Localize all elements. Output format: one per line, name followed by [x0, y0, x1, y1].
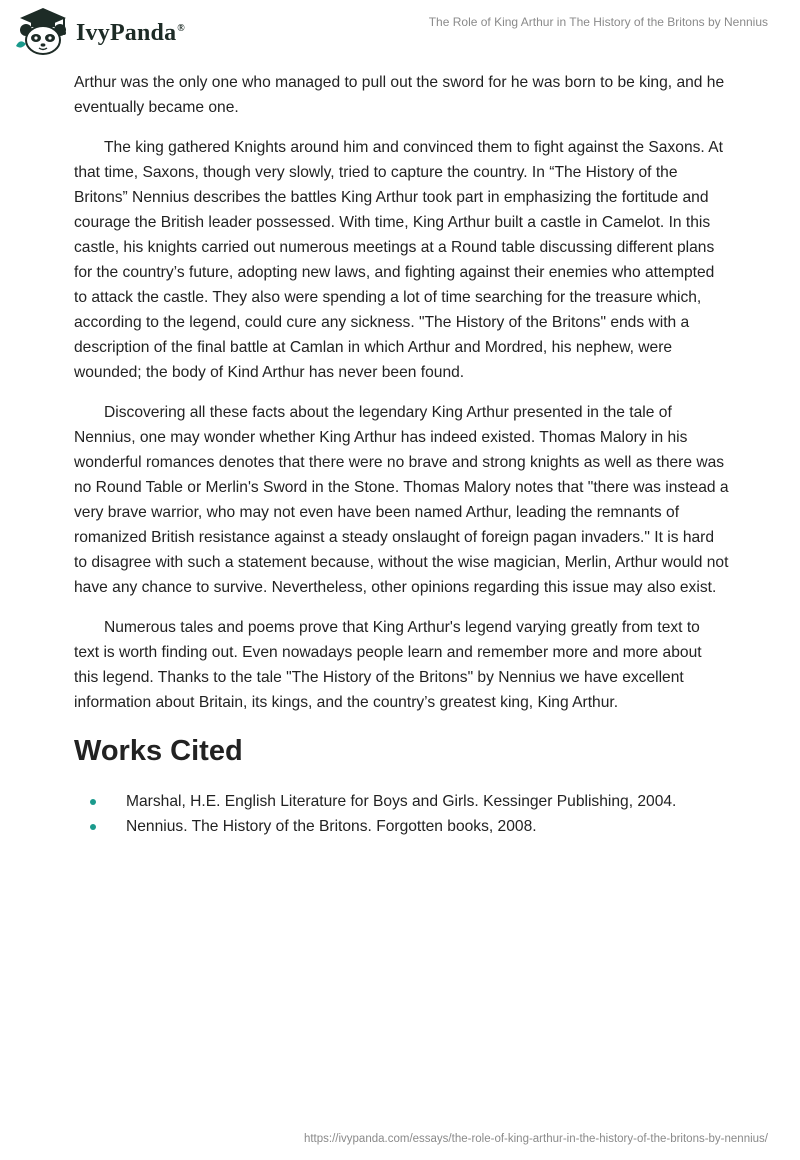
essay-content	[74, 70, 729, 839]
document-title: The Role of King Arthur in The History of the Britons by Nennius	[428, 15, 768, 29]
works-cited-heading: Works Cited	[74, 735, 243, 767]
essay-paragraph-2: The king gathered Knights around him and convinced them to fight against the Saxons. At that time, Saxons, though very slowly, tried to capture the country. In “The History of the Britons” Nennius describes the battles King Arthur took part in emphasizing the fortitude and courage the British leader possessed. With time, King Arthur built a castle in Camelot. In this castle, his knights carried out numerous meetings at a Round table discussing different plans for the country’s future, adopting new laws, and fighting against their enemies who attempted to attack the castle. They also were spending a lot of time searching for the treasure which, according to the legend, could cure any sickness. "The History of the Britons" ends with a description of the final battle at Camlan in which Arthur and Mordred, his nephew, were wounded; the body of Kind Arthur has never been found.	[74, 139, 723, 381]
works-cited-list	[74, 789, 729, 839]
registered-mark: ®	[177, 22, 185, 34]
bullet-icon	[90, 824, 96, 830]
bullet-icon	[90, 799, 96, 805]
works-cited-item	[74, 789, 729, 814]
source-url-link[interactable]: https://ivypanda.com/essays/the-role-of-king-arthur-in-the-history-of-the-britons-by-nennius/	[303, 1133, 768, 1145]
essay-paragraph-4: Numerous tales and poems prove that King Arthur's legend varying greatly from text to text is worth finding out. Even nowadays people learn and remember more and more about this legend. Thanks to the tale "The History of the Britons" by Nennius we have excellent information about Britain, its kings, and the country’s greatest king, King Arthur.	[74, 619, 702, 711]
works-cited-item	[74, 814, 729, 839]
essay-paragraph-1: Arthur was the only one who managed to pull out the sword for he was born to be king, and he eventually became one.	[74, 74, 725, 116]
citation-text: Nennius. The History of the Britons. Forgotten books, 2008.	[126, 818, 537, 835]
brand-name: IvyPanda®	[76, 19, 185, 46]
page-header	[0, 0, 800, 60]
citation-text: Marshal, H.E. English Literature for Boys and Girls. Kessinger Publishing, 2004.	[126, 793, 677, 810]
essay-paragraph-3: Discovering all these facts about the legendary King Arthur presented in the tale of Nennius, one may wonder whether King Arthur has indeed existed. Thomas Malory in his wonderful romances denotes that there were no brave and strong knights as well as there was no Round Table or Merlin's Sword in the Stone. Thomas Malory notes that "there was instead a very brave warrior, who may not even have been named Arthur, leading the remnants of romanized British resistance against a steady onslaught of foreign pagan invaders." It is hard to disagree with such a statement because, without the wise magician, Merlin, Arthur would not have any chance to survive. Nevertheless, other opinions regarding this issue may also exist.	[74, 404, 729, 596]
ivypanda-logo[interactable]	[14, 6, 185, 56]
panda-graduation-cap-icon	[14, 6, 72, 56]
